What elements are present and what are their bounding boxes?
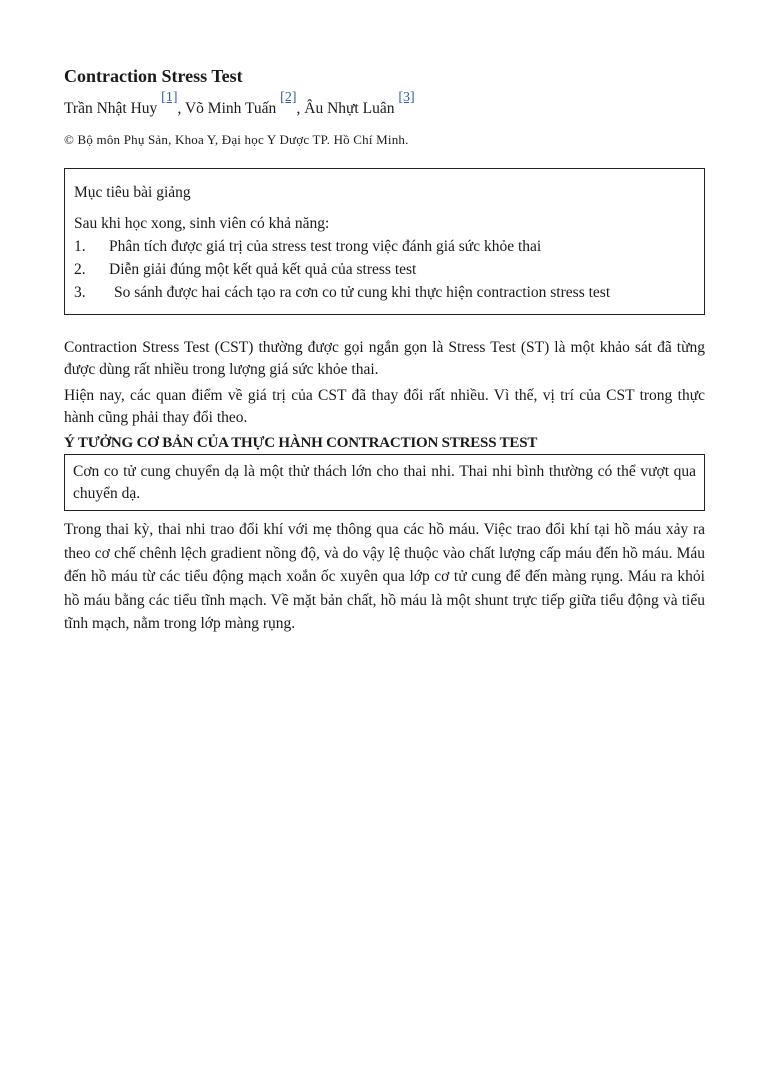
author-ref-link[interactable]: [2] (280, 90, 297, 105)
affiliation: © Bộ môn Phụ Sản, Khoa Y, Đại học Y Dược TP. Hồ Chí Minh. (64, 132, 409, 147)
objective-number: 3. (74, 284, 86, 301)
body-paragraph: Trong thai kỳ, thai nhi trao đổi khí với mẹ thông qua các hồ máu. Việc trao đổi khí tại hồ máu xảy ra theo cơ chế chênh lệch gradient nồng độ, và do vậy lệ thuộc vào chất lượng cấp máu đến hồ máu. Máu đến hồ máu từ các tiểu động mạch xoắn ốc xuyên qua lớp cơ tử cung để đến màng rụng. Máu ra khỏi hồ máu bằng các tiểu tĩnh mạch. Về mặt bản chất, hồ máu là một shunt trực tiếp giữa tiểu động và tiểu tĩnh mạch, nằm trong lớp màng rụng. (64, 521, 705, 632)
objective-item (74, 258, 695, 281)
objective-item (74, 235, 695, 258)
objective-number: 1. (74, 238, 86, 255)
objectives-box (64, 168, 705, 315)
context-paragraph: Hiện nay, các quan điểm về giá trị của CST đã thay đổi rất nhiều. Vì thế, vị trí của CST trong thực hành cũng phải thay đổi theo. (64, 387, 705, 426)
document-title: Contraction Stress Test (64, 66, 243, 86)
document-page (64, 64, 705, 636)
objective-item (74, 281, 695, 304)
objectives-list (74, 235, 695, 304)
author-name: Âu Nhựt Luân (304, 100, 395, 117)
objective-number: 2. (74, 261, 86, 278)
objectives-intro: Sau khi học xong, sinh viên có khả năng: (74, 215, 330, 232)
key-idea-box: Cơn co tử cung chuyển dạ là một thử thách lớn cho thai nhi. Thai nhi bình thường có thể vượt qua chuyển dạ. (64, 454, 705, 511)
intro-paragraph: Contraction Stress Test (CST) thường được gọi ngắn gọn là Stress Test (ST) là một khảo sát đã từng được dùng rất nhiều trong lượng giá sức khỏe thai. (64, 339, 705, 378)
section-heading: Ý TƯỞNG CƠ BẢN CỦA THỰC HÀNH CONTRACTION STRESS TEST (64, 435, 538, 451)
author-ref-link[interactable]: [3] (398, 90, 415, 105)
author-separator: , (296, 100, 305, 117)
objective-text: Phân tích được giá trị của stress test trong việc đánh giá sức khỏe thai (109, 238, 542, 255)
author-name: Trần Nhật Huy (64, 100, 158, 117)
author-line (64, 90, 705, 120)
author-ref-link[interactable]: [1] (161, 90, 178, 105)
author-name: Võ Minh Tuấn (184, 100, 277, 117)
objectives-title: Mục tiêu bài giảng (74, 184, 191, 201)
author-separator: , (177, 100, 185, 117)
objective-text: Diễn giải đúng một kết quả kết quả của stress test (109, 261, 417, 278)
objective-text: So sánh được hai cách tạo ra cơn co tử cung khi thực hiện contraction stress test (114, 284, 611, 301)
